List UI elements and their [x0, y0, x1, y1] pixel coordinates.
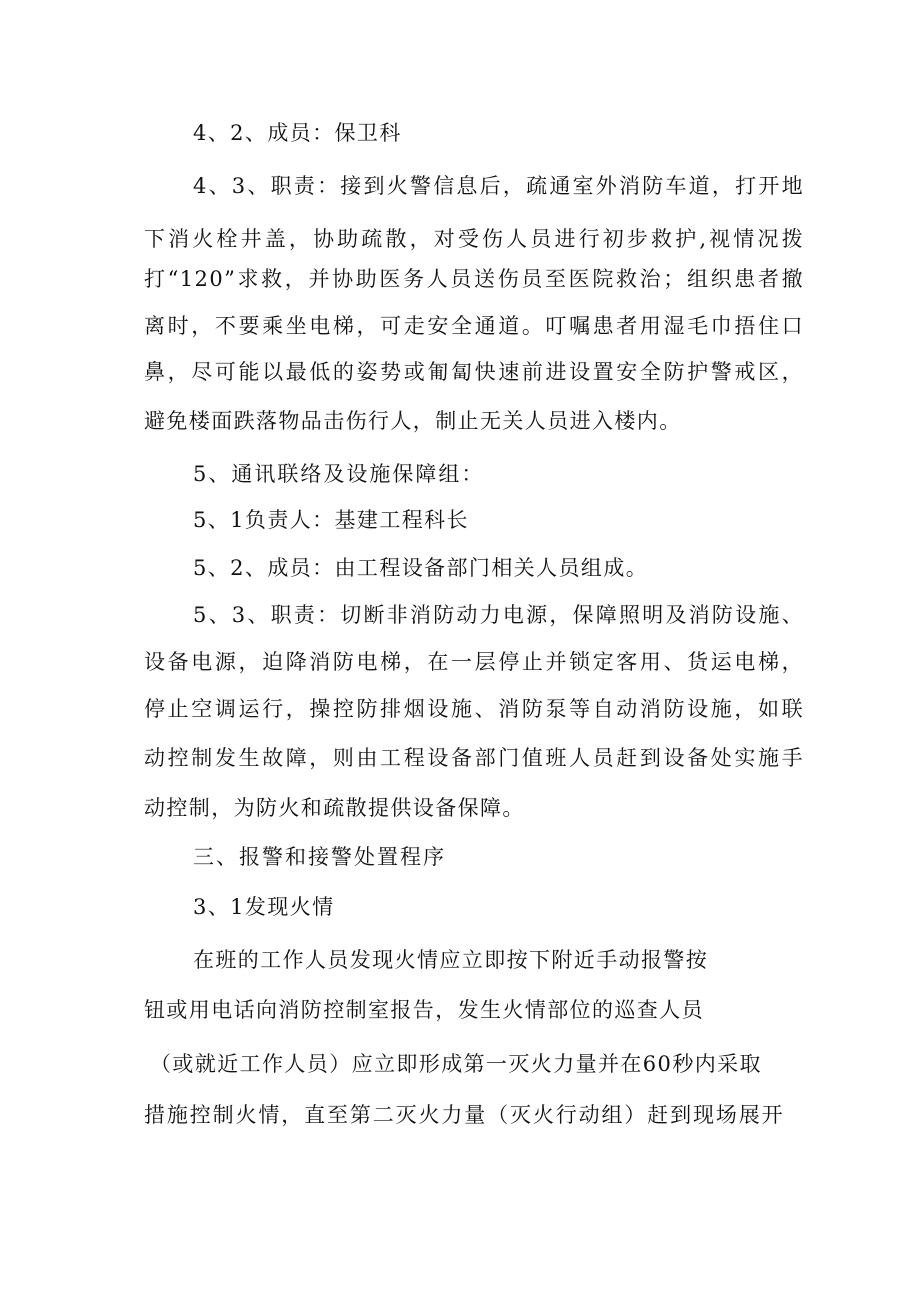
text-line-18: 在班的工作人员发现火情应立即按下附近手动报警按 [193, 948, 709, 972]
text-line-9: 5、1负责人：基建工程科长 [193, 508, 469, 532]
text-line-1: 4、2、成员：保卫科 [193, 121, 402, 145]
text-line-15: 动控制，为防火和疏散提供设备保障。 [144, 796, 525, 820]
text-line-10: 5、2、成员：由工程设备部门相关人员组成。 [193, 556, 649, 580]
section-heading: 三、报警和接警处置程序 [193, 845, 446, 869]
text-line-6: 鼻，尽可能以最低的姿势或匍匐快速前进设置安全防护警戒区， [144, 360, 804, 384]
text-line-2: 4、3、职责：接到火警信息后，疏通室外消防车道，打开地 [193, 174, 804, 198]
text-line-12: 设备电源，迫降消防电梯，在一层停止并锁定客用、货运电梯， [144, 650, 804, 674]
text-line-21: 措施控制火情，直至第二灭火力量（灭火行动组）赶到现场展开 [144, 1103, 784, 1127]
text-line-8: 5、通讯联络及设施保障组： [193, 462, 485, 486]
text-line-14: 动控制发生故障，则由工程设备部门值班人员赶到设备处实施手 [144, 746, 804, 770]
text-line-4: 打“120”求救，并协助医务人员送伤员至医院救治；组织患者撤 [144, 267, 804, 291]
text-line-5: 离时，不要乘坐电梯，可走安全通道。叮嘱患者用湿毛巾捂住口 [144, 314, 804, 338]
text-line-3: 下消火栓井盖，协助疏散，对受伤人员进行初步救护,视情况拨 [144, 227, 804, 251]
text-line-11: 5、3、职责：切断非消防动力电源，保障照明及消防设施、 [193, 603, 804, 627]
text-line-19: 钮或用电话向消防控制室报告，发生火情部位的巡查人员 [144, 998, 704, 1022]
text-line-20: （或就近工作人员）应立即形成第一灭火力量并在60秒内采取 [150, 1052, 762, 1076]
text-line-7: 避免楼面跌落物品击伤行人，制止无关人员进入楼内。 [144, 409, 682, 433]
text-line-13: 停止空调运行，操控防排烟设施、消防泵等自动消防设施，如联 [144, 697, 804, 721]
text-line-17: 3、1发现火情 [193, 895, 335, 919]
